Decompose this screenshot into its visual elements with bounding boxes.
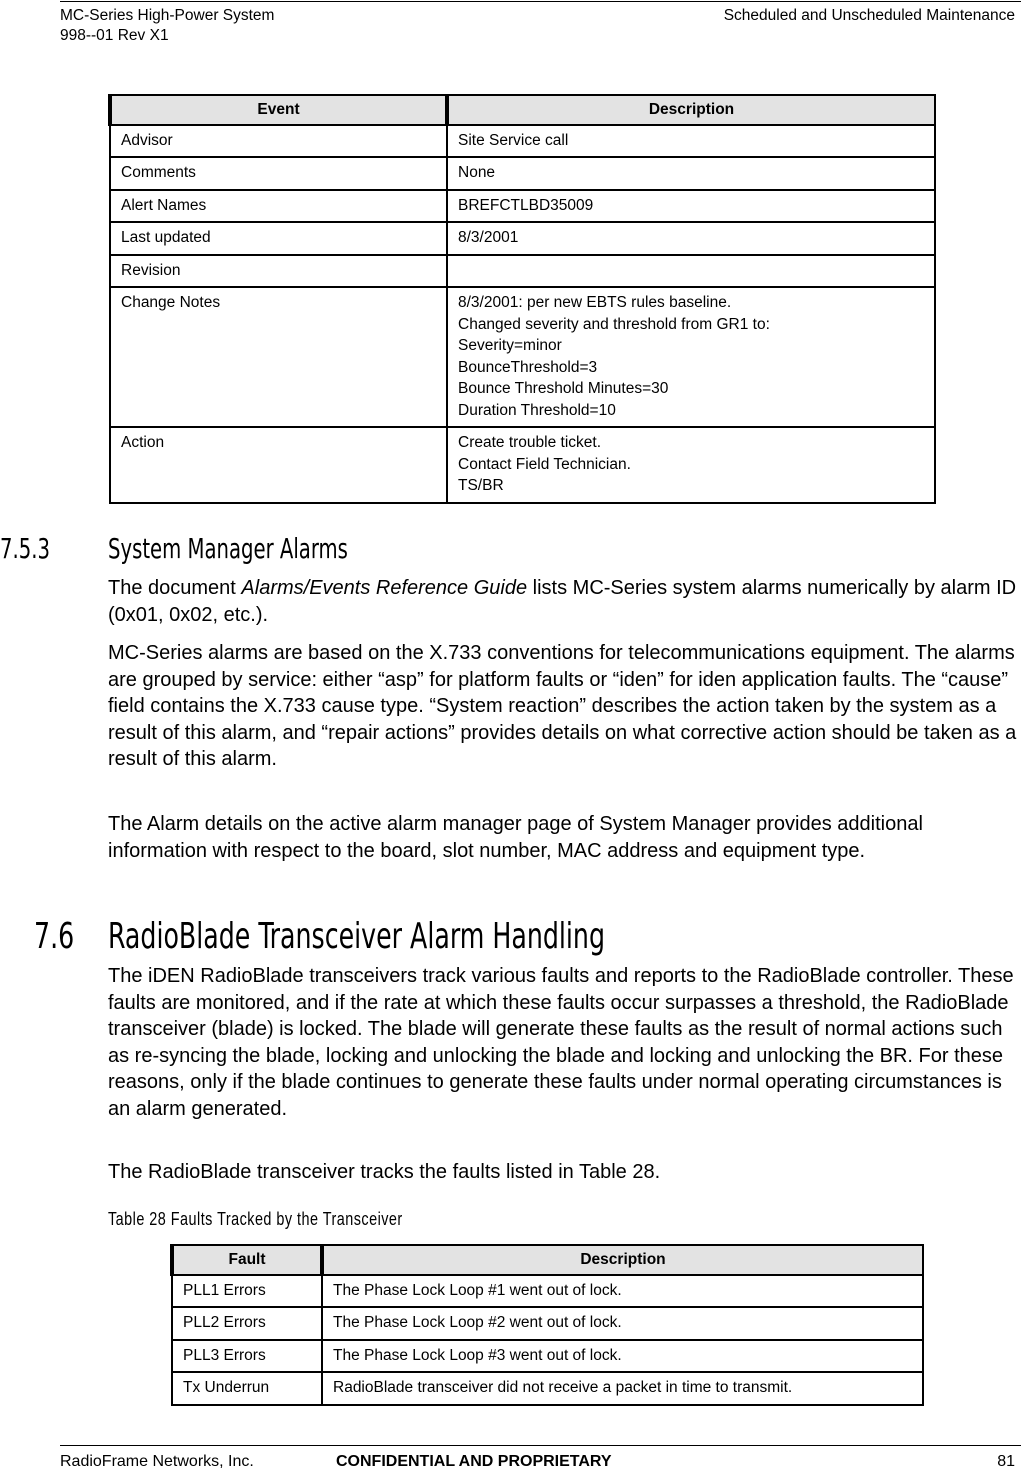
footer-confidential: CONFIDENTIAL AND PROPRIETARY — [336, 1453, 612, 1470]
footer-company: RadioFrame Networks, Inc. — [60, 1453, 254, 1470]
table-row — [110, 157, 935, 190]
description-cell: RadioBlade transceiver did not receive a packet in time to transmit. — [322, 1372, 923, 1405]
description-cell: Create trouble ticket. Contact Field Technician. TS/BR — [447, 427, 935, 503]
section-title: RadioBlade Transceiver Alarm Handling — [108, 916, 605, 957]
table-row — [110, 190, 935, 223]
paragraph: The document Alarms/Events Reference Guide lists MC-Series system alarms numerically by alarm ID (0x01, 0x02, etc.). — [108, 577, 1017, 626]
table-row — [110, 222, 935, 255]
table-caption: Table 28 Faults Tracked by the Transceiver — [108, 1209, 403, 1229]
section-number: 7.6 — [34, 916, 75, 957]
table-row — [172, 1307, 923, 1340]
description-cell: None — [447, 157, 935, 190]
event-cell: Action — [110, 427, 447, 503]
event-cell: Change Notes — [110, 287, 447, 427]
event-cell: Advisor — [110, 125, 447, 158]
header-chapter-title: Scheduled and Unscheduled Maintenance — [723, 7, 1015, 24]
table-header-row — [172, 1245, 923, 1275]
footer-rule — [60, 1445, 1021, 1446]
paragraph: The iDEN RadioBlade transceivers track various faults and reports to the RadioBlade controller. These faults are monitored, and if the rate at which these faults occur surpasses a threshold, the RadioBlade transceiver (blade) is locked. The blade will generate these faults as the result of normal actions such as re-syncing the blade, locking and unlocking the blade and locking and unlocking the BR. For these reasons, only if the blade continues to generate these faults under normal operating circumstances is an alarm generated. — [108, 965, 1014, 1120]
document-reference: Alarms/Events Reference Guide — [241, 577, 528, 599]
header-rule — [60, 1, 1021, 2]
description-cell: Site Service call — [447, 125, 935, 158]
event-cell: Last updated — [110, 222, 447, 255]
column-header-event: Event — [110, 95, 447, 125]
table-header-row — [110, 95, 935, 125]
description-cell: 8/3/2001 — [447, 222, 935, 255]
table-row — [172, 1372, 923, 1405]
table-row — [110, 125, 935, 158]
table-row — [110, 287, 935, 427]
fault-cell: PLL2 Errors — [172, 1307, 322, 1340]
table-row — [110, 255, 935, 288]
event-cell: Alert Names — [110, 190, 447, 223]
section-number: 7.5.3 — [0, 532, 50, 565]
fault-cell: Tx Underrun — [172, 1372, 322, 1405]
paragraph: MC-Series alarms are based on the X.733 conventions for telecommunications equipment. The alarms are grouped by service: either “asp” for platform faults or “iden” for iden application faults. The “cause” field contains the X.733 cause type. “System reaction” describes the action taken by the system as a result of this alarm, and “repair actions” provides details on what corrective action should be taken as a result of this alarm. — [108, 642, 1017, 770]
description-cell — [447, 255, 935, 288]
description-cell: The Phase Lock Loop #1 went out of lock. — [322, 1275, 923, 1308]
column-header-fault: Fault — [172, 1245, 322, 1275]
column-header-description: Description — [322, 1245, 923, 1275]
table-row — [172, 1340, 923, 1373]
description-cell: The Phase Lock Loop #2 went out of lock. — [322, 1307, 923, 1340]
section-title: System Manager Alarms — [108, 532, 348, 565]
table-row — [172, 1275, 923, 1308]
description-cell: The Phase Lock Loop #3 went out of lock. — [322, 1340, 923, 1373]
paragraph: The RadioBlade transceiver tracks the faults listed in Table 28. — [108, 1161, 661, 1183]
faults-table — [170, 1244, 924, 1406]
event-cell: Revision — [110, 255, 447, 288]
paragraph: The Alarm details on the active alarm manager page of System Manager provides additional information with respect to the board, slot number, MAC address and equipment type. — [108, 813, 923, 862]
page-number: 81 — [997, 1453, 1015, 1470]
event-cell: Comments — [110, 157, 447, 190]
fault-cell: PLL1 Errors — [172, 1275, 322, 1308]
description-cell: BREFCTLBD35009 — [447, 190, 935, 223]
event-table — [108, 94, 936, 504]
table-row — [110, 427, 935, 503]
header-doc-revision: 998--01 Rev X1 — [60, 27, 169, 44]
fault-cell: PLL3 Errors — [172, 1340, 322, 1373]
column-header-description: Description — [447, 95, 935, 125]
header-doc-title: MC-Series High-Power System — [60, 7, 275, 24]
description-cell: 8/3/2001: per new EBTS rules baseline. Changed severity and threshold from GR1 to: Severity=minor BounceThreshold=3 Bounce Threshold Minutes=30 Duration Threshold=10 — [447, 287, 935, 427]
